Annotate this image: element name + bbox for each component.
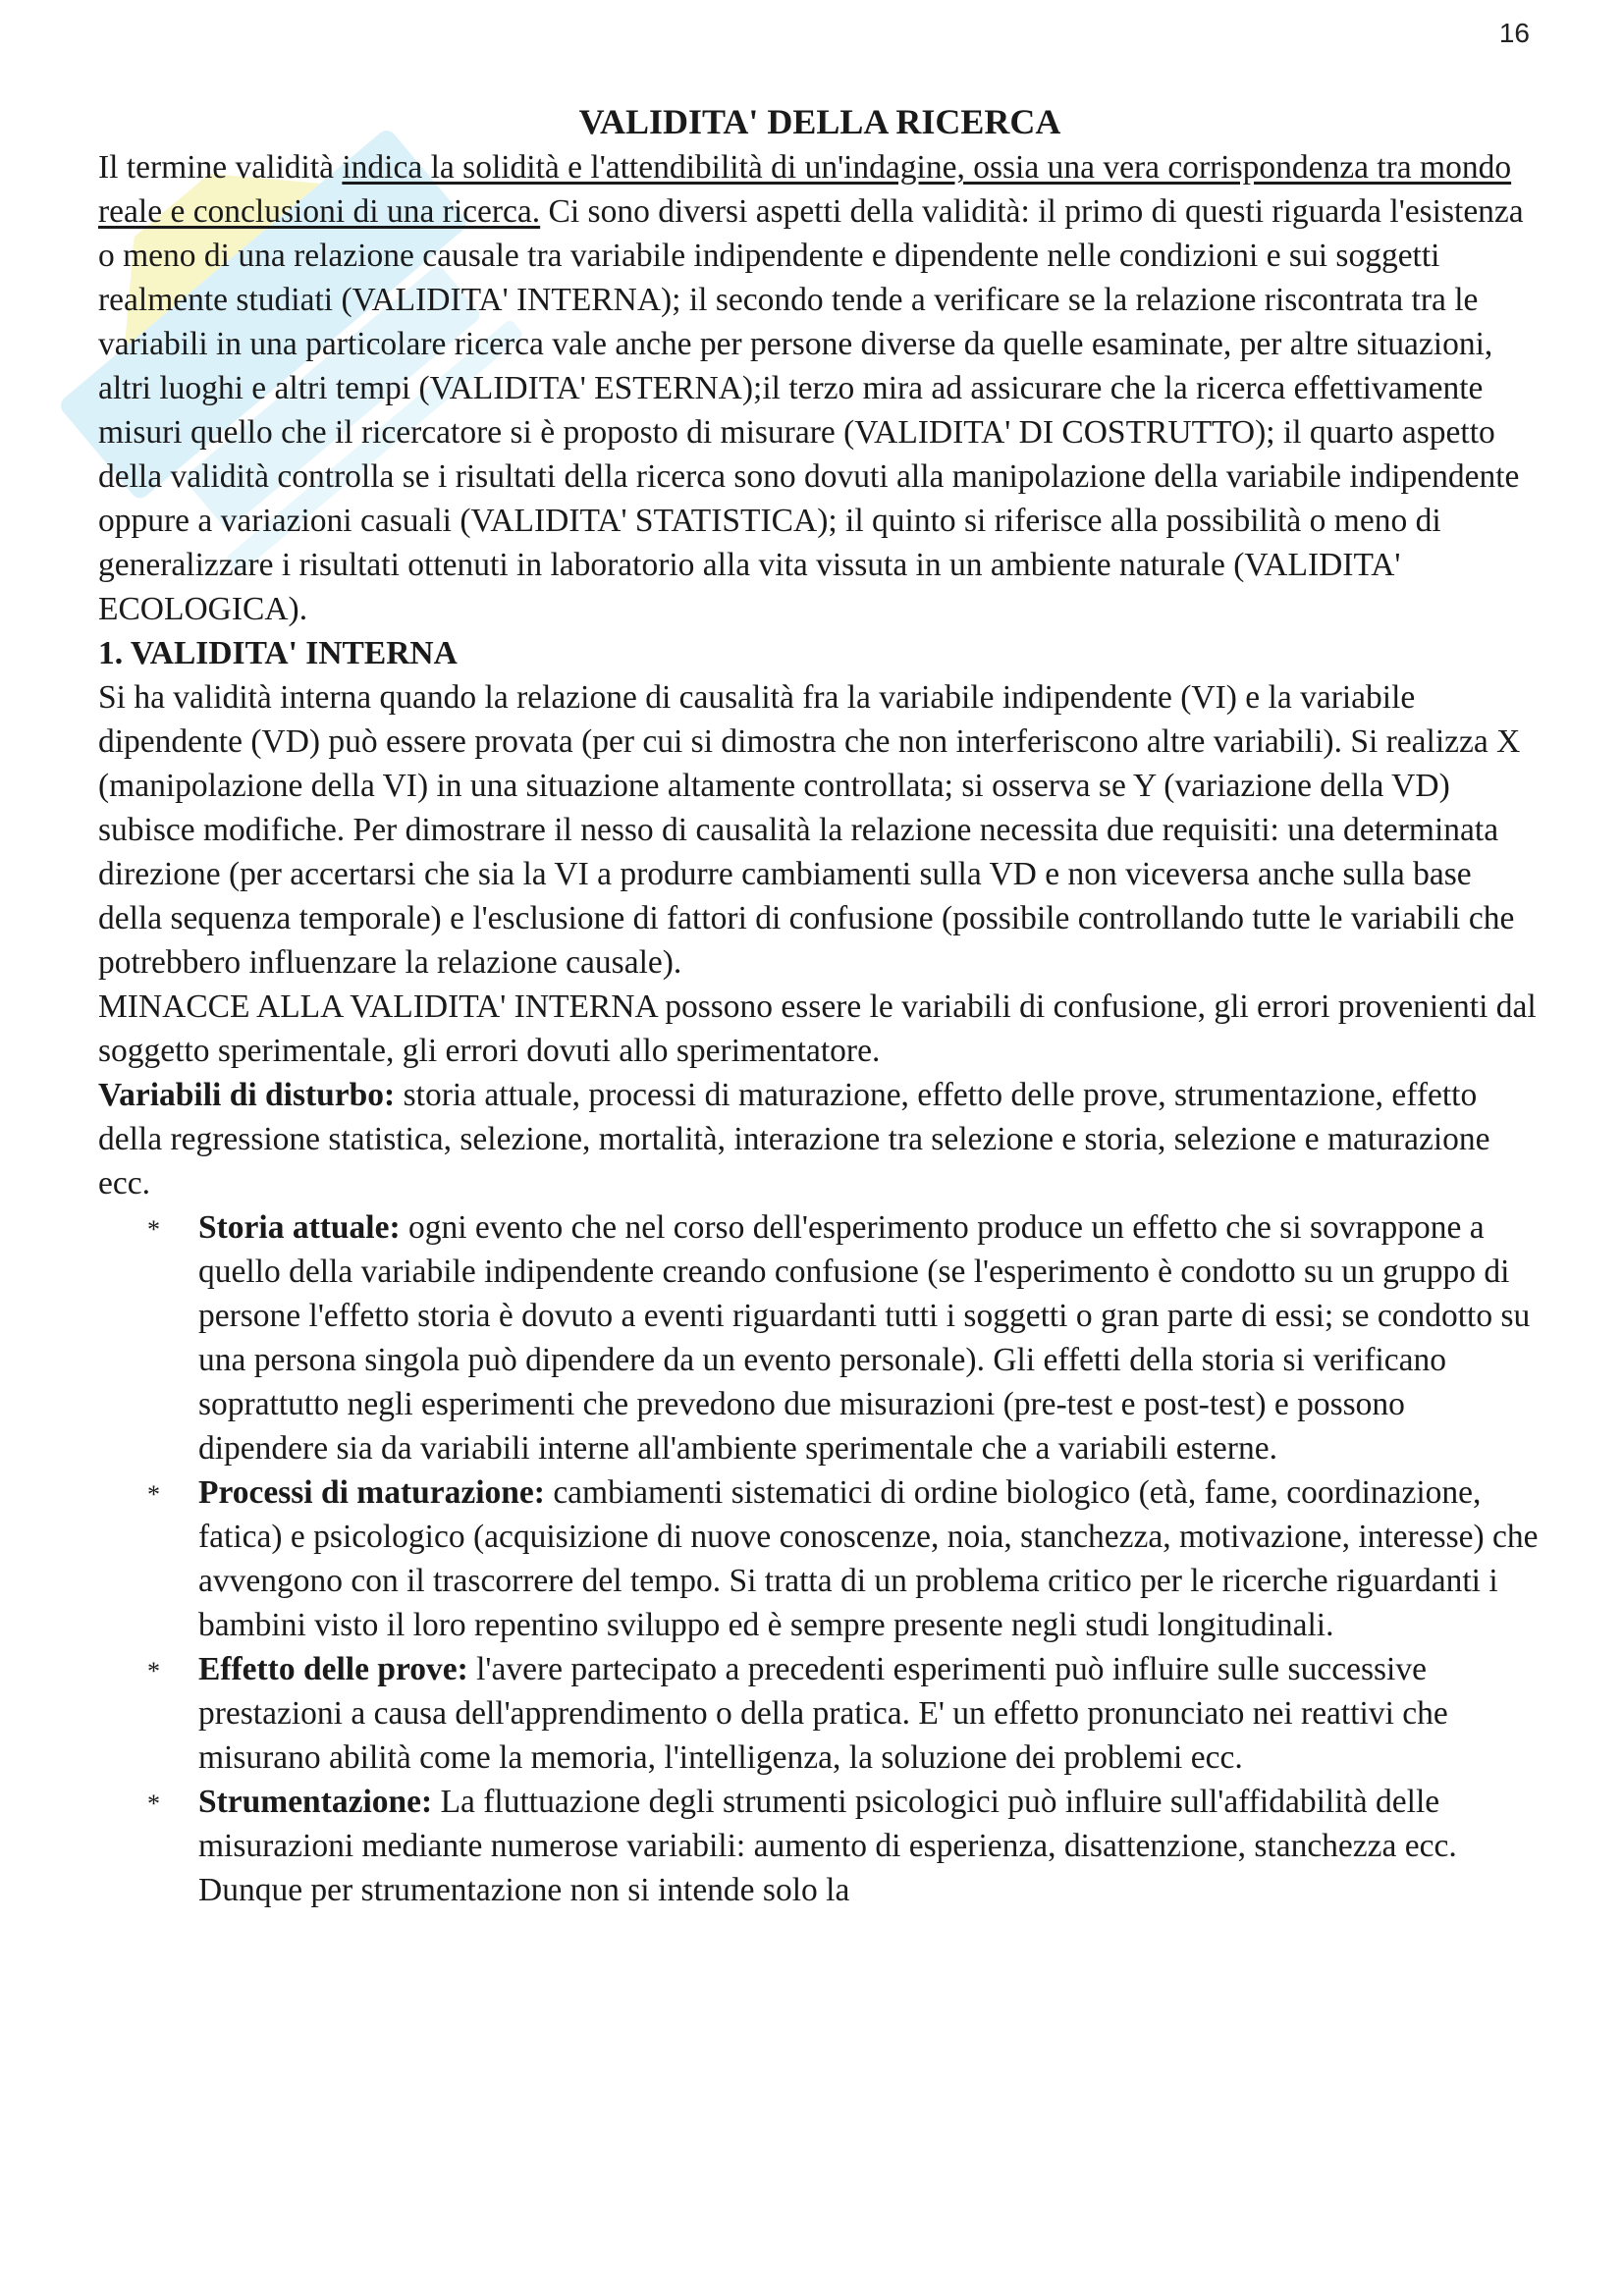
list-item bbox=[147, 1470, 1542, 1647]
list-item-text: La fluttuazione degli strumenti psicologici può influire sull'affidabilità delle misurazioni mediante numerose variabili: aumento di esperienza, disattenzione, stanchezza ecc. Dunque per strumentazione non si intende solo la bbox=[198, 1784, 1457, 1908]
document-body bbox=[98, 98, 1542, 1912]
list-item-term: Strumentazione: bbox=[198, 1784, 433, 1820]
bullet-asterisk-icon: * bbox=[147, 1215, 160, 1244]
disturbance-list bbox=[98, 1205, 1542, 1912]
document-title: VALIDITA' DELLA RICERCA bbox=[578, 102, 1061, 141]
list-item-term: Storia attuale: bbox=[198, 1209, 401, 1246]
list-item-text: cambiamenti sistematici di ordine biologico (età, fame, coordinazione, fatica) e psicologico (acquisizione di nuove conoscenze, noia, stanchezza, motivazione, interesse) che avvengono con il trascorrere del tempo. Si tratta di un problema critico per le ricerche riguardanti i bambini visto il loro repentino sviluppo ed è sempre presente negli studi longitudinali. bbox=[198, 1474, 1539, 1643]
threats-paragraph: MINACCE ALLA VALIDITA' INTERNA possono essere le variabili di confusione, gli errori provenienti dal soggetto sperimentale, gli errori dovuti allo sperimentatore. bbox=[98, 988, 1537, 1069]
list-item-text: ogni evento che nel corso dell'esperimento produce un effetto che si sovrappone a quello della variabile indipendente creando confusione (se l'esperimento è condotto su un gruppo di persone l'effetto storia è dovuto a eventi riguardanti tutti i soggetti o gran parte di essi; se condotto su una persona singola può dipendere da un evento personale). Gli effetti della storia si verificano soprattutto negli esperimenti che prevedono due misurazioni (pre-test e post-test) e possono dipendere sia da variabili interne all'ambiente sperimentale che a variabili esterne. bbox=[198, 1209, 1531, 1467]
intro-underlined-definition: indica la solidità e l'attendibilità di un'indagine, ossia una vera corrispondenza tra mondo reale e conclusioni di una ricerca. bbox=[98, 149, 1512, 230]
disturbance-text: storia attuale, processi di maturazione, effetto delle prove, strumentazione, effetto della regressione statistica, selezione, mortalità, interazione tra selezione e storia, selezione e maturazione ecc. bbox=[98, 1077, 1490, 1201]
section-heading-validita-interna: 1. VALIDITA' INTERNA bbox=[98, 635, 458, 671]
disturbance-label: Variabili di disturbo: bbox=[98, 1077, 396, 1113]
list-item-text: l'avere partecipato a precedenti esperimenti può influire sulle successive prestazioni a causa dell'apprendimento o della pratica. E' un effetto pronunciato nei reattivi che misurano abilità come la memoria, l'intelligenza, la soluzione dei problemi ecc. bbox=[198, 1651, 1448, 1776]
list-item-term: Processi di maturazione: bbox=[198, 1474, 545, 1511]
list-item bbox=[147, 1780, 1542, 1912]
intro-paragraph bbox=[98, 145, 1542, 631]
disturbance-paragraph bbox=[98, 1073, 1542, 1205]
bullet-asterisk-icon: * bbox=[147, 1789, 160, 1818]
bullet-asterisk-icon: * bbox=[147, 1480, 160, 1509]
validita-interna-paragraph: Si ha validità interna quando la relazione di causalità fra la variabile indipendente (VI) e la variabile dipendente (VD) può essere provata (per cui si dimostra che non interferiscono altre variabili). Si realizza X (manipolazione della VI) in una situazione altamente controllata; si osserva se Y (variazione della VD) subisce modifiche. Per dimostrare il nesso di causalità la relazione necessita due requisiti: una determinata direzione (per accertarsi che sia la VI a produrre cambiamenti sulla VD e non viceversa anche sulla base della sequenza temporale) e l'esclusione di fattori di confusione (possibile controllando tutte le variabili che potrebbero influenzare la relazione causale). bbox=[98, 679, 1521, 981]
list-item bbox=[147, 1205, 1542, 1470]
intro-lead: Il termine validità bbox=[98, 149, 343, 186]
list-item-term: Effetto delle prove: bbox=[198, 1651, 468, 1687]
list-item bbox=[147, 1647, 1542, 1780]
intro-rest: Ci sono diversi aspetti della validità: il primo di questi riguarda l'esistenza o meno di una relazione causale tra variabile indipendente e dipendente nelle condizioni e sui soggetti realmente studiati (VALIDITA' INTERNA); il secondo tende a verificare se la relazione riscontrata tra le variabili in una particolare ricerca vale anche per persone diverse da quelle esaminate, per altre situazioni, altri luoghi e altri tempi (VALIDITA' ESTERNA);il terzo mira ad assicurare che la ricerca effettivamente misuri quello che il ricercatore si è proposto di misurare (VALIDITA' DI COSTRUTTO); il quarto aspetto della validità controlla se i risultati della ricerca sono dovuti alla manipolazione della variabile indipendente oppure a variazioni casuali (VALIDITA' STATISTICA); il quinto si riferisce alla possibilità o meno di generalizzare i risultati ottenuti in laboratorio alla vita vissuta in un ambiente naturale (VALIDITA' ECOLOGICA). bbox=[98, 193, 1524, 627]
bullet-asterisk-icon: * bbox=[147, 1657, 160, 1685]
page-number: 16 bbox=[1498, 18, 1530, 48]
